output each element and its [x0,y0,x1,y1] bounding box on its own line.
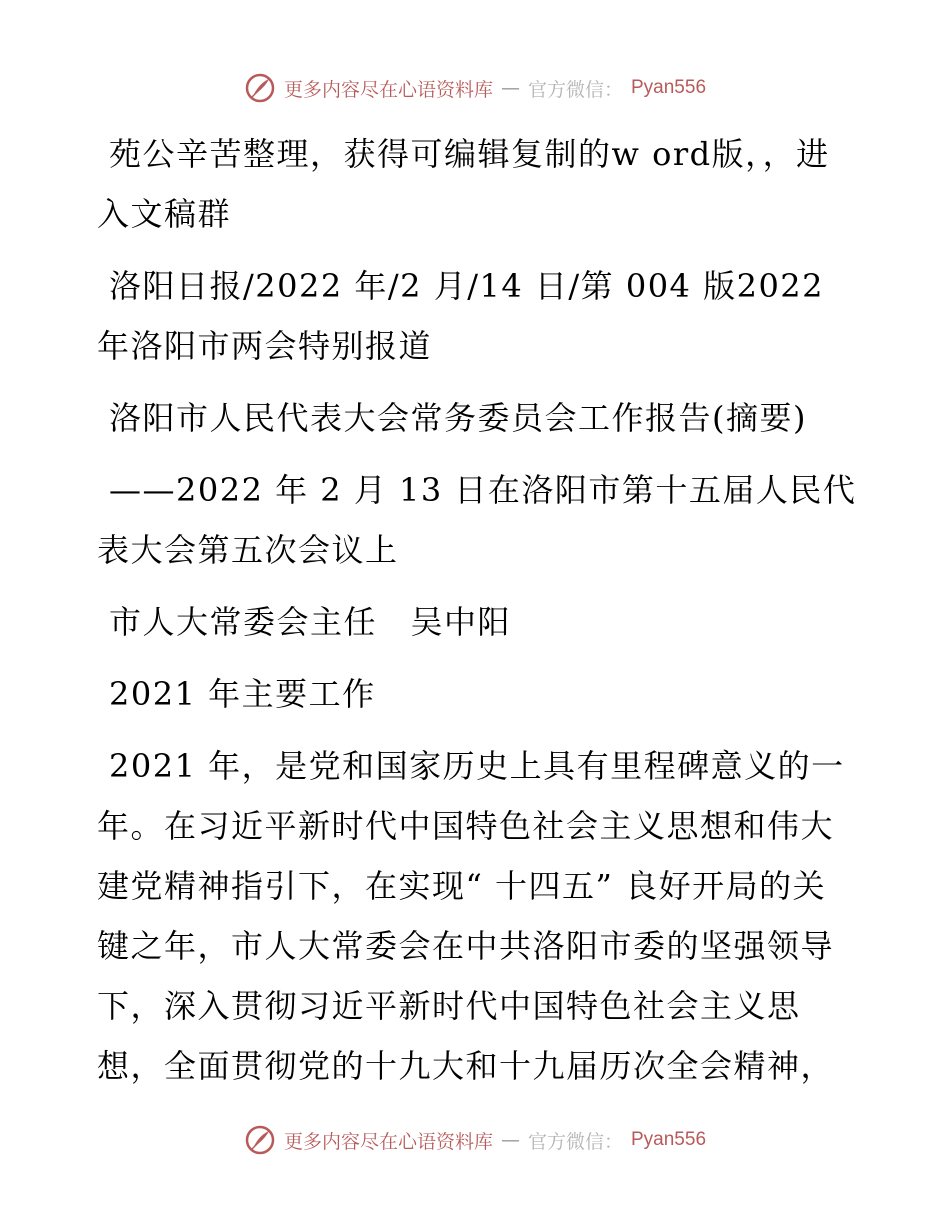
feather-logo-icon [244,72,276,104]
watermark-text: 更多内容尽在心语资料库 [283,1130,493,1153]
header-watermark [0,72,950,104]
paragraph-body: 2021 年，是党和国家历史上具有里程碑意义的一年。在习近平新时代中国特色社会主义思想和伟大建党精神指引下，在实现“ 十四五” 良好开局的关键之年，市人大常委会在中共洛阳市委的坚强领导下，深入贯彻习近平新时代中国特色社会主义思想，全面贯彻党的十九大和十九届历次全会精神， [97,747,845,1085]
watermark-separator: — [500,77,520,99]
watermark-text: 更多内容尽在心语资料库 [283,78,493,101]
footer-watermark [0,1124,950,1156]
paragraph-source: 洛阳日报/2022 年/2 月/14 日/第 004 版2022 年洛阳市两会特别报道 [97,267,825,365]
paragraph-report-title: 洛阳市人民代表大会常务委员会工作报告(摘要) [109,399,807,437]
feather-logo-icon [244,1124,276,1156]
document-body [97,124,857,1108]
watermark-wechat-id: Pyan556 [631,77,707,98]
paragraph-intro-note: 苑公辛苦整理，获得可编辑复制的w ord版，，进入文稿群 [97,135,830,233]
watermark-separator: — [500,1129,520,1151]
paragraph-meeting-date: ——2022 年 2 月 13 日在洛阳市第十五届人民代表大会第五次会议上 [97,471,857,569]
watermark-wechat-label: 官方微信： [527,1130,623,1153]
paragraph-section-heading: 2021 年主要工作 [109,675,376,713]
watermark-wechat-label: 官方微信： [527,78,623,101]
paragraph-author: 市人大常委会主任 吴中阳 [109,603,512,641]
watermark-wechat-id: Pyan556 [631,1129,707,1150]
